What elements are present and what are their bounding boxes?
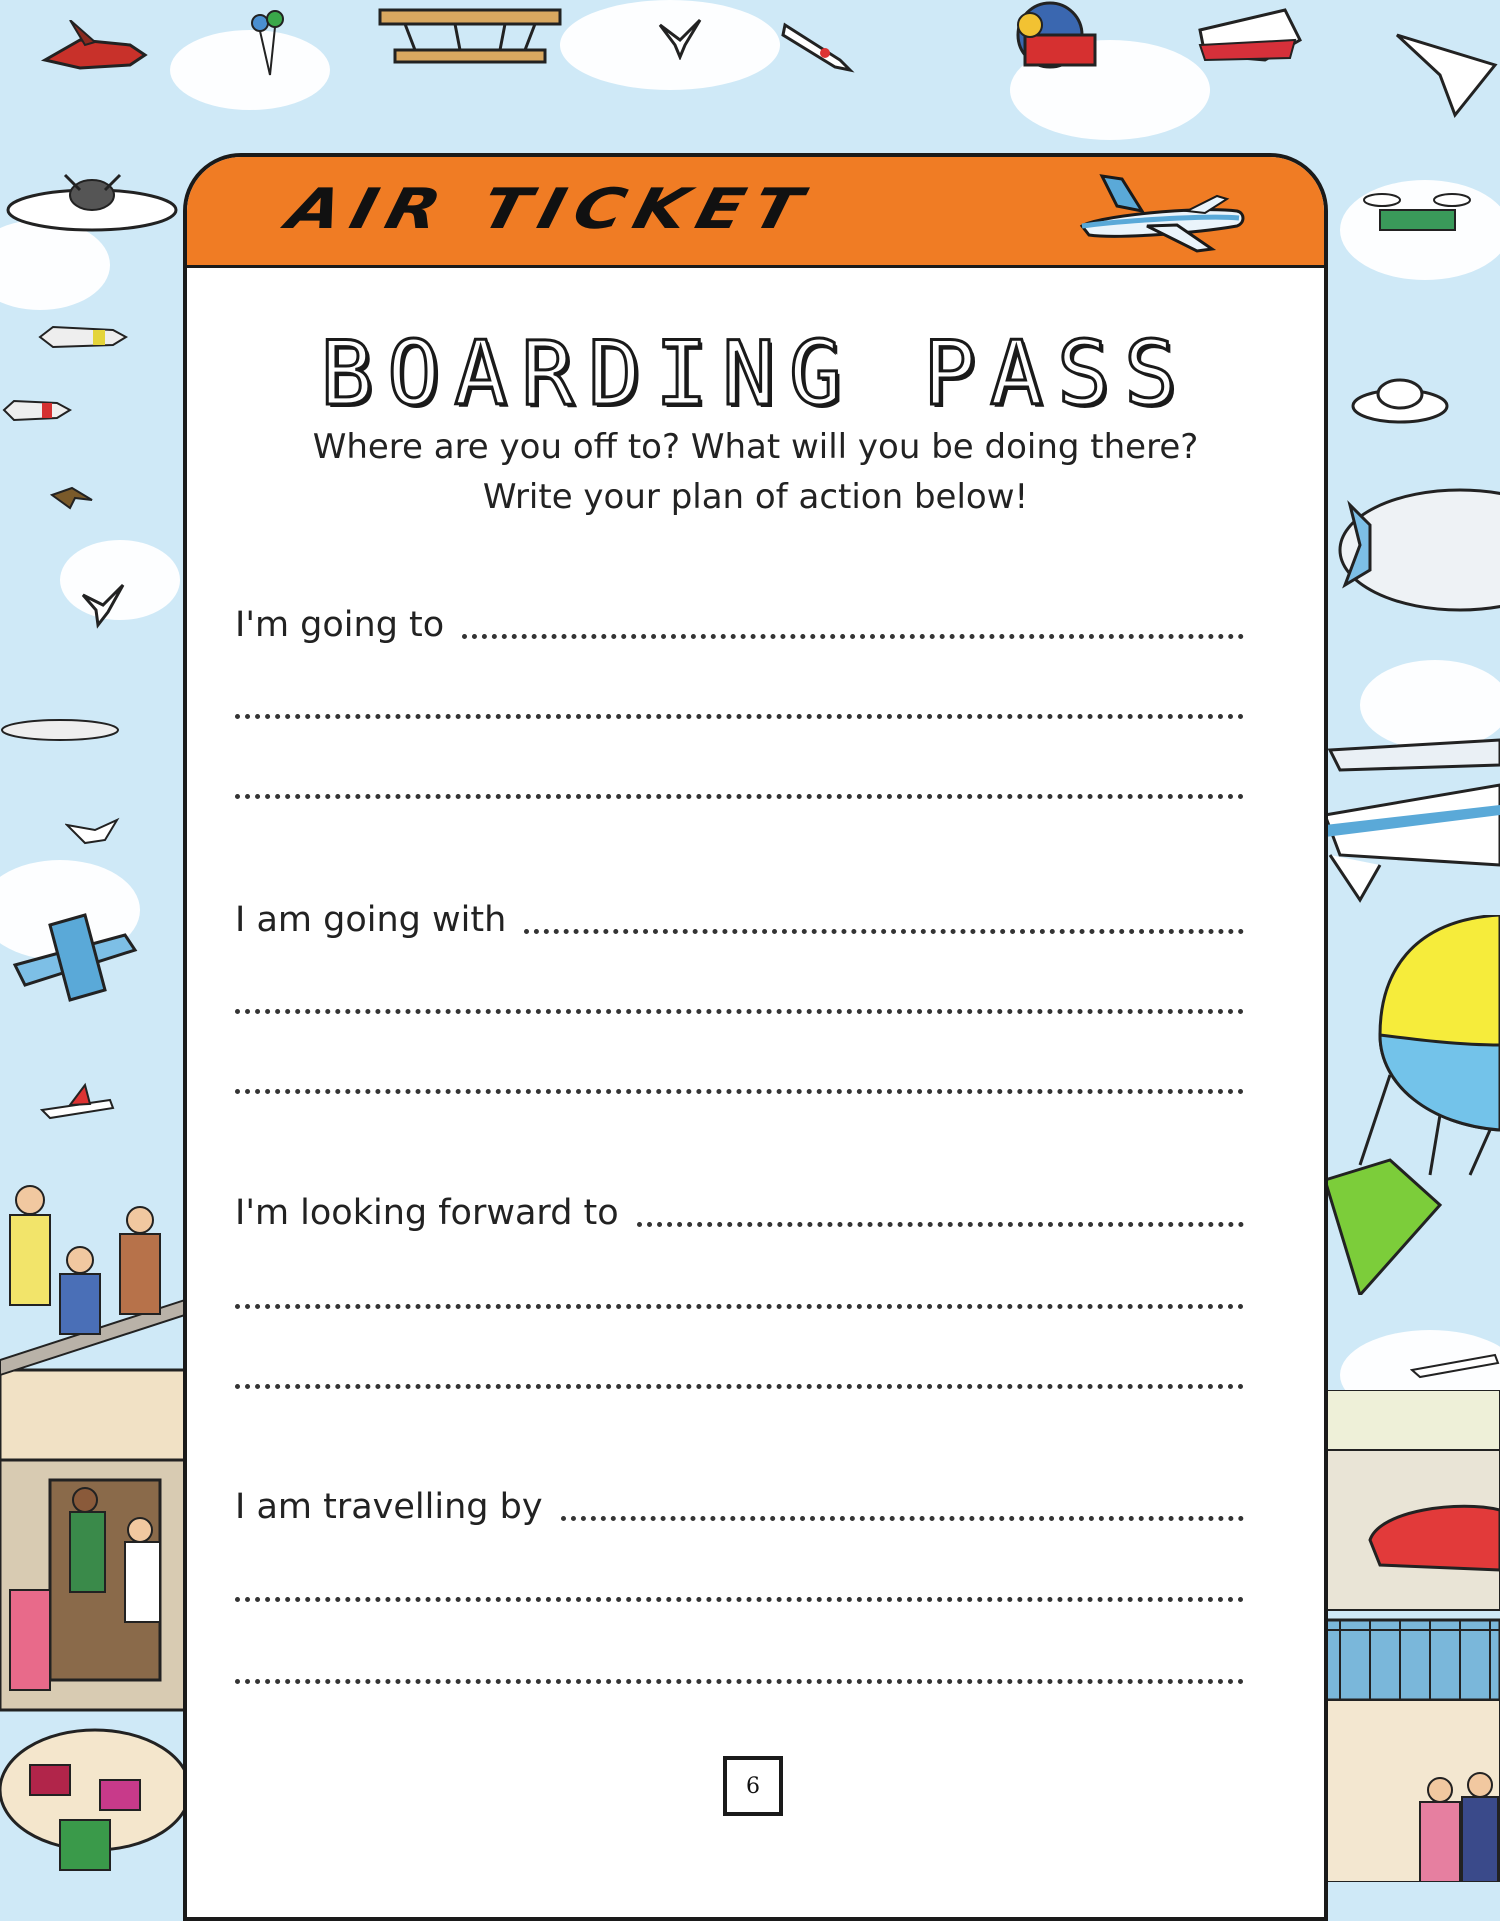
boarding-pass-title: BOARDING PASS <box>320 322 1191 425</box>
airport-scene-illustration <box>1320 1390 1500 1882</box>
air-ticket-card <box>183 153 1328 1921</box>
answer-row <box>235 1042 1244 1102</box>
blue-biplane-icon <box>5 905 140 1005</box>
ticket-title: AIR TICKET <box>280 177 819 242</box>
bird-icon <box>78 580 128 630</box>
answer-row <box>235 1632 1244 1692</box>
intro-line-1: Where are you off to? What will you be doing there? <box>312 427 1199 467</box>
answer-line[interactable] <box>637 1222 1244 1227</box>
missile-icon <box>38 325 128 350</box>
prompt-label: I am travelling by <box>235 1487 543 1527</box>
airport-crowd-illustration <box>0 1170 185 1882</box>
paper-plane-icon <box>1395 25 1500 125</box>
jet-icon <box>1410 1345 1500 1380</box>
bird-icon <box>50 470 95 510</box>
airplane-icon <box>1077 171 1247 256</box>
prompt-travelling-by <box>235 1469 1244 1529</box>
ticket-header <box>187 157 1324 268</box>
answer-line[interactable] <box>235 1597 1244 1602</box>
answer-row <box>235 1257 1244 1317</box>
answer-row <box>235 1550 1244 1610</box>
answer-row <box>235 962 1244 1022</box>
airship-icon <box>0 715 120 745</box>
answer-line[interactable] <box>235 714 1244 719</box>
page-number: 6 <box>723 1756 783 1816</box>
missile-icon <box>2 398 72 423</box>
answer-line[interactable] <box>235 1089 1244 1094</box>
answer-line[interactable] <box>524 929 1244 934</box>
bird-icon <box>65 815 120 845</box>
answer-row <box>235 747 1244 807</box>
prompt-going-to <box>235 587 1244 647</box>
prompt-going-with <box>235 882 1244 942</box>
answer-line[interactable] <box>235 1304 1244 1309</box>
biplane-icon <box>375 0 565 85</box>
rocket-icon <box>780 15 855 75</box>
answer-line[interactable] <box>235 794 1244 799</box>
intro-line-2: Write your plan of action below! <box>482 477 1029 517</box>
jet-icon <box>40 1080 115 1130</box>
green-drone-icon <box>1362 185 1472 245</box>
airship-icon <box>1330 475 1500 625</box>
prompt-label: I'm looking forward to <box>235 1193 619 1233</box>
prompt-label: I am going with <box>235 900 507 940</box>
intro-text <box>187 422 1324 522</box>
answer-line[interactable] <box>235 1384 1244 1389</box>
flying-machine-icon <box>990 0 1130 80</box>
prompt-looking-forward <box>235 1175 1244 1235</box>
red-shoe-plane-icon <box>1195 0 1305 70</box>
balloons-icon <box>225 5 305 85</box>
answer-row <box>235 667 1244 727</box>
bird-icon <box>655 15 705 60</box>
jumbo-jet-icon <box>1320 725 1500 910</box>
answer-line[interactable] <box>235 1679 1244 1684</box>
answer-row <box>235 1337 1244 1397</box>
ufo-icon <box>1350 368 1450 428</box>
fly-disc-icon <box>5 160 180 235</box>
answer-line[interactable] <box>561 1516 1244 1521</box>
answer-line[interactable] <box>462 634 1244 639</box>
red-plane-icon <box>40 20 150 90</box>
answer-line[interactable] <box>235 1009 1244 1014</box>
prompt-label: I'm going to <box>235 605 445 645</box>
hot-air-balloon-icon <box>1320 915 1500 1295</box>
